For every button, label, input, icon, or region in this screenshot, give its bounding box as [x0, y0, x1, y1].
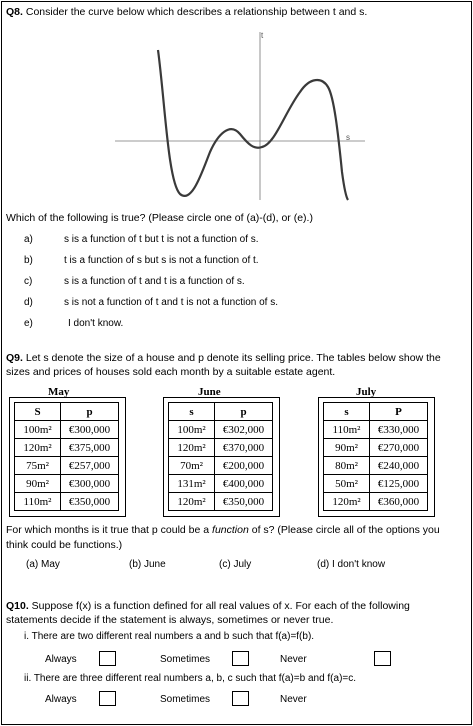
table-cell: 120m² [169, 493, 215, 511]
table-cell: 90m² [324, 439, 370, 457]
table-row [324, 457, 428, 475]
never-checkbox-i[interactable] [374, 651, 391, 666]
table-cell: €300,000 [61, 421, 119, 439]
table-row [169, 457, 273, 475]
col-header: s [169, 403, 215, 421]
col-header: s [324, 403, 370, 421]
table-row [324, 439, 428, 457]
always-label: Always [45, 694, 77, 705]
table-row [15, 421, 119, 439]
table-row [324, 493, 428, 511]
sometimes-checkbox-ii[interactable] [232, 691, 249, 706]
q10-item-ii: ii. There are three different real numbers a, b, c such that f(a)=b and f(a)=c. [24, 673, 357, 684]
table-row [169, 403, 273, 421]
option-label: d) [24, 297, 33, 308]
table-title-july: July [356, 386, 377, 398]
table-july [323, 402, 428, 511]
table-cell: 70m² [169, 457, 215, 475]
curve [158, 50, 348, 200]
option-b[interactable]: t is a function of s but s is not a function of t. [64, 255, 259, 266]
q10-prompt-line2: statements decide if the statement is always, sometimes or never true. [6, 614, 334, 626]
table-cell: €125,000 [370, 475, 428, 493]
choice-may[interactable]: (a) May [26, 559, 60, 570]
table-may [14, 402, 119, 511]
table-row [169, 475, 273, 493]
q9-question-line2: think could be functions.) [6, 539, 123, 551]
table-cell: €300,000 [61, 475, 119, 493]
table-cell: 120m² [169, 439, 215, 457]
choice-dont-know[interactable]: (d) I don't know [317, 559, 386, 570]
table-cell: €240,000 [370, 457, 428, 475]
sometimes-checkbox-i[interactable] [232, 651, 249, 666]
never-label: Never [280, 694, 307, 705]
table-cell: €350,000 [215, 493, 273, 511]
option-label: e) [24, 318, 33, 329]
table-title-june: June [198, 386, 221, 398]
option-label: b) [24, 255, 33, 266]
table-cell: 100m² [169, 421, 215, 439]
col-header: p [215, 403, 273, 421]
table-cell: €200,000 [215, 457, 273, 475]
option-c[interactable]: s is a function of t and t is a function of s. [64, 276, 245, 287]
table-cell: €350,000 [61, 493, 119, 511]
table-cell: 75m² [15, 457, 61, 475]
q9-prompt-line1: Q9. Let s denote the size of a house and p denote its selling price. The tables below show the [6, 352, 441, 364]
table-cell: €370,000 [215, 439, 273, 457]
table-cell: €257,000 [61, 457, 119, 475]
table-row [169, 493, 273, 511]
always-label: Always [45, 654, 77, 665]
col-header: p [61, 403, 119, 421]
curve-graph [110, 22, 370, 202]
q9-prompt-line2: sizes and prices of houses sold each month by a suitable estate agent. [6, 366, 336, 378]
table-cell: €330,000 [370, 421, 428, 439]
table-row [15, 403, 119, 421]
table-cell: 50m² [324, 475, 370, 493]
option-label: a) [24, 234, 33, 245]
always-checkbox-ii[interactable] [99, 691, 116, 706]
table-cell: 80m² [324, 457, 370, 475]
table-cell: 110m² [324, 421, 370, 439]
table-cell: €302,000 [215, 421, 273, 439]
q8-prompt: Q8. Consider the curve below which describes a relationship between t and s. [6, 6, 368, 18]
table-row [15, 493, 119, 511]
never-label: Never [280, 654, 307, 665]
table-row [324, 475, 428, 493]
table-cell: €375,000 [61, 439, 119, 457]
table-row [15, 457, 119, 475]
col-header: S [15, 403, 61, 421]
table-row [15, 475, 119, 493]
table-cell: 120m² [15, 439, 61, 457]
table-row [324, 403, 428, 421]
option-e[interactable]: I don't know. [68, 318, 124, 329]
q9-question-line1: For which months is it true that p could be a function of s? (Please circle all of the options you [6, 524, 440, 536]
table-row [15, 439, 119, 457]
table-cell: €270,000 [370, 439, 428, 457]
t-axis-label: t [261, 31, 264, 40]
table-row [324, 421, 428, 439]
choice-june[interactable]: (b) June [129, 559, 166, 570]
option-d[interactable]: s is not a function of t and t is not a function of s. [64, 297, 279, 308]
table-cell: 131m² [169, 475, 215, 493]
sometimes-label: Sometimes [160, 654, 211, 665]
table-row [169, 439, 273, 457]
table-cell: €400,000 [215, 475, 273, 493]
s-axis-label: s [346, 133, 350, 142]
q10-prompt-line1: Q10. Suppose f(x) is a function defined for all real values of x. For each of the following [6, 600, 410, 612]
always-checkbox-i[interactable] [99, 651, 116, 666]
option-label: c) [24, 276, 33, 287]
sometimes-label: Sometimes [160, 694, 211, 705]
table-cell: €360,000 [370, 493, 428, 511]
table-june [168, 402, 273, 511]
option-a[interactable]: s is a function of t but t is not a function of s. [64, 234, 259, 245]
q8-question: Which of the following is true? (Please circle one of (a)-(d), or (e).) [6, 212, 313, 224]
table-cell: 110m² [15, 493, 61, 511]
choice-july[interactable]: (c) July [219, 559, 252, 570]
table-cell: 90m² [15, 475, 61, 493]
q10-item-i: i. There are two different real numbers a and b such that f(a)=f(b). [24, 631, 315, 642]
col-header: P [370, 403, 428, 421]
table-cell: 120m² [324, 493, 370, 511]
table-cell: 100m² [15, 421, 61, 439]
table-title-may: May [48, 386, 70, 398]
table-row [169, 421, 273, 439]
